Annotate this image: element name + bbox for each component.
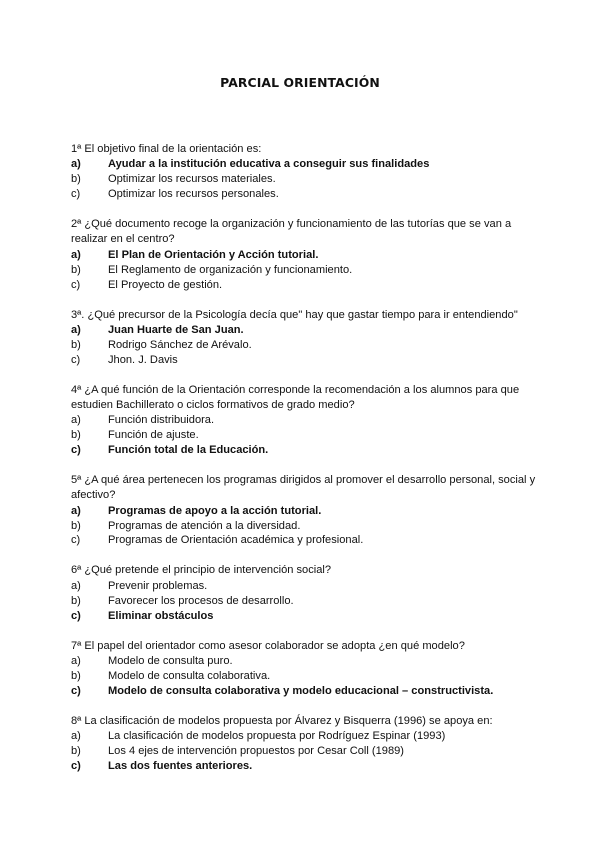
option-letter: a) [71, 579, 81, 592]
option-a [71, 248, 541, 263]
question-text: 5ª ¿A qué área pertenecen los programas dirigidos al promover el desarrollo personal, social y afectivo? [71, 474, 536, 502]
option-text: Juan Huarte de San Juan. [108, 323, 244, 336]
option-a [71, 654, 541, 669]
option-letter: a) [71, 414, 81, 427]
option-text: Ayudar a la institución educativa a conseguir sus finalidades [108, 158, 430, 171]
option-letter: c) [71, 609, 81, 622]
option-text: Favorecer los procesos de desarrollo. [108, 594, 294, 607]
option-text: Función total de la Educación. [108, 444, 269, 457]
option-letter: b) [71, 669, 81, 682]
option-a [71, 579, 541, 594]
document-title: PARCIAL ORIENTACIÓN [220, 75, 380, 90]
option-b [71, 669, 541, 684]
option-letter: c) [71, 534, 81, 547]
question-4 [71, 383, 541, 458]
option-letter: c) [71, 353, 81, 366]
option-text: Los 4 ejes de intervención propuestos por Cesar Coll (1989) [108, 744, 404, 757]
option-text: Las dos fuentes anteriores. [108, 759, 253, 772]
option-a [71, 323, 541, 338]
option-text: Jhon. J. Davis [108, 353, 178, 366]
option-text: Rodrigo Sánchez de Arévalo. [108, 338, 252, 351]
option-text: Programas de atención a la diversidad. [108, 519, 301, 532]
option-b [71, 594, 541, 609]
option-text: Función de ajuste. [108, 429, 199, 442]
option-letter: c) [71, 278, 81, 291]
option-text: Programas de Orientación académica y profesional. [108, 534, 364, 547]
question-8 [71, 714, 541, 774]
question-text: 6ª ¿Qué pretende el principio de intervención social? [71, 564, 332, 577]
option-text: Optimizar los recursos materiales. [108, 173, 276, 186]
option-text: Modelo de consulta puro. [108, 654, 233, 667]
option-b [71, 338, 541, 353]
option-letter: a) [71, 504, 81, 517]
option-text: El Plan de Orientación y Acción tutorial. [108, 248, 319, 261]
option-a [71, 729, 541, 744]
option-b [71, 172, 541, 187]
option-b [71, 519, 541, 534]
question-text: 1ª El objetivo final de la orientación es: [71, 143, 262, 155]
option-text: Programas de apoyo a la acción tutorial. [108, 504, 322, 517]
option-text: Optimizar los recursos personales. [108, 188, 279, 201]
question-5 [71, 473, 541, 548]
option-c [71, 759, 541, 774]
option-text: Modelo de consulta colaborativa y modelo educacional – constructivista. [108, 684, 494, 697]
option-letter: b) [71, 429, 81, 442]
option-letter: a) [71, 323, 81, 336]
option-c [71, 187, 541, 202]
option-c [71, 533, 541, 548]
option-text: La clasificación de modelos propuesta por Rodríguez Espinar (1993) [108, 729, 446, 742]
option-letter: b) [71, 744, 81, 757]
option-letter: b) [71, 173, 81, 186]
question-text: 8ª La clasificación de modelos propuesta por Álvarez y Bisquerra (1996) se apoya en: [71, 714, 493, 727]
option-c [71, 443, 541, 458]
option-a [71, 413, 541, 428]
option-text: Eliminar obstáculos [108, 609, 214, 622]
option-letter: b) [71, 594, 81, 607]
option-letter: a) [71, 158, 81, 171]
option-letter: b) [71, 519, 81, 532]
question-7 [71, 639, 541, 699]
option-c [71, 684, 541, 699]
question-1 [71, 142, 541, 202]
option-text: Función distribuidora. [108, 414, 215, 427]
option-c [71, 609, 541, 624]
question-3 [71, 308, 541, 368]
option-b [71, 744, 541, 759]
option-a [71, 157, 541, 172]
option-letter: b) [71, 263, 81, 276]
option-text: Modelo de consulta colaborativa. [108, 669, 271, 682]
option-text: El Proyecto de gestión. [108, 278, 223, 291]
option-b [71, 428, 541, 443]
option-letter: c) [71, 759, 81, 772]
question-list [71, 142, 541, 774]
question-text: 3ª. ¿Qué precursor de la Psicología decía que" hay que gastar tiempo para ir entendiendo" [71, 308, 518, 321]
option-letter: c) [71, 188, 81, 201]
question-text: 4ª ¿A qué función de la Orientación corresponde la recomendación a los alumnos para que estudien Bachillerato o ciclos formativos de grado medio? [71, 383, 520, 411]
option-letter: a) [71, 729, 81, 742]
option-letter: a) [71, 248, 81, 261]
option-a [71, 504, 541, 519]
option-letter: c) [71, 444, 81, 457]
option-letter: c) [71, 684, 81, 697]
question-2 [71, 217, 541, 292]
question-text: 2ª ¿Qué documento recoge la organización y funcionamiento de las tutorías que se van a realizar en el centro? [71, 218, 512, 246]
option-c [71, 353, 541, 368]
option-text: El Reglamento de organización y funcionamiento. [108, 263, 353, 276]
option-c [71, 278, 541, 293]
option-b [71, 263, 541, 278]
option-text: Prevenir problemas. [108, 579, 208, 592]
option-letter: b) [71, 338, 81, 351]
question-6 [71, 563, 541, 623]
option-letter: a) [71, 654, 81, 667]
question-text: 7ª El papel del orientador como asesor colaborador se adopta ¿en qué modelo? [71, 639, 465, 652]
